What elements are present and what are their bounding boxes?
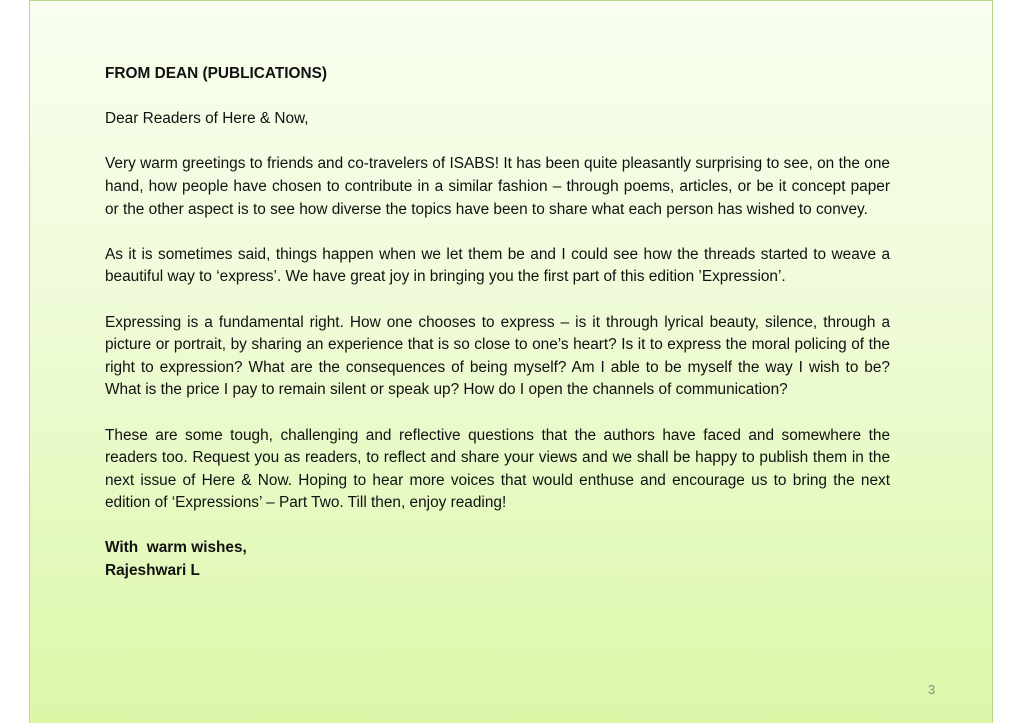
page-number: 3 (928, 682, 936, 697)
letter-signature: Rajeshwari L (105, 562, 200, 580)
paragraph-questions: These are some tough, challenging and reflective questions that the authors have faced and somewhere the readers too. Request you as readers, to reflect and share your views and we shall be happy to publish them in the next issue of Here & Now. Hoping to hear more voices that would enthuse and encourage us to bring the next edition of ‘Expressions’ – Part Two. Till then, enjoy reading! (105, 426, 890, 512)
paragraph-greetings: Very warm greetings to friends and co-travelers of ISABS! It has been quite pleasantly surprising to see, on the one hand, how people have chosen to contribute in a similar fashion – through poems, articles, or be it concept paper or the other aspect is to see how diverse the topics have been to share what each person has wished to convey. (105, 155, 890, 218)
letter-closing: With warm wishes, (105, 539, 247, 557)
paragraph-threads: As it is sometimes said, things happen when we let them be and I could see how the threads started to weave a beautiful way to ‘express’. We have great joy in bringing you the first part of this edition ’Expression’. (105, 245, 890, 286)
document-page (29, 0, 993, 723)
letter-salutation: Dear Readers of Here & Now, (105, 110, 309, 128)
letter-body (105, 63, 890, 583)
paragraph-expressing: Expressing is a fundamental right. How one chooses to express – is it through lyrical beauty, silence, through a picture or portrait, by sharing an experience that is so close to one’s heart? Is it to express the moral policing of the right to expression? What are the consequences of being myself? Am I able to be myself the way I wish to be? What is the price I pay to remain silent or speak up? How do I open the channels of communication? (105, 313, 890, 399)
letter-heading: FROM DEAN (PUBLICATIONS) (105, 65, 328, 82)
